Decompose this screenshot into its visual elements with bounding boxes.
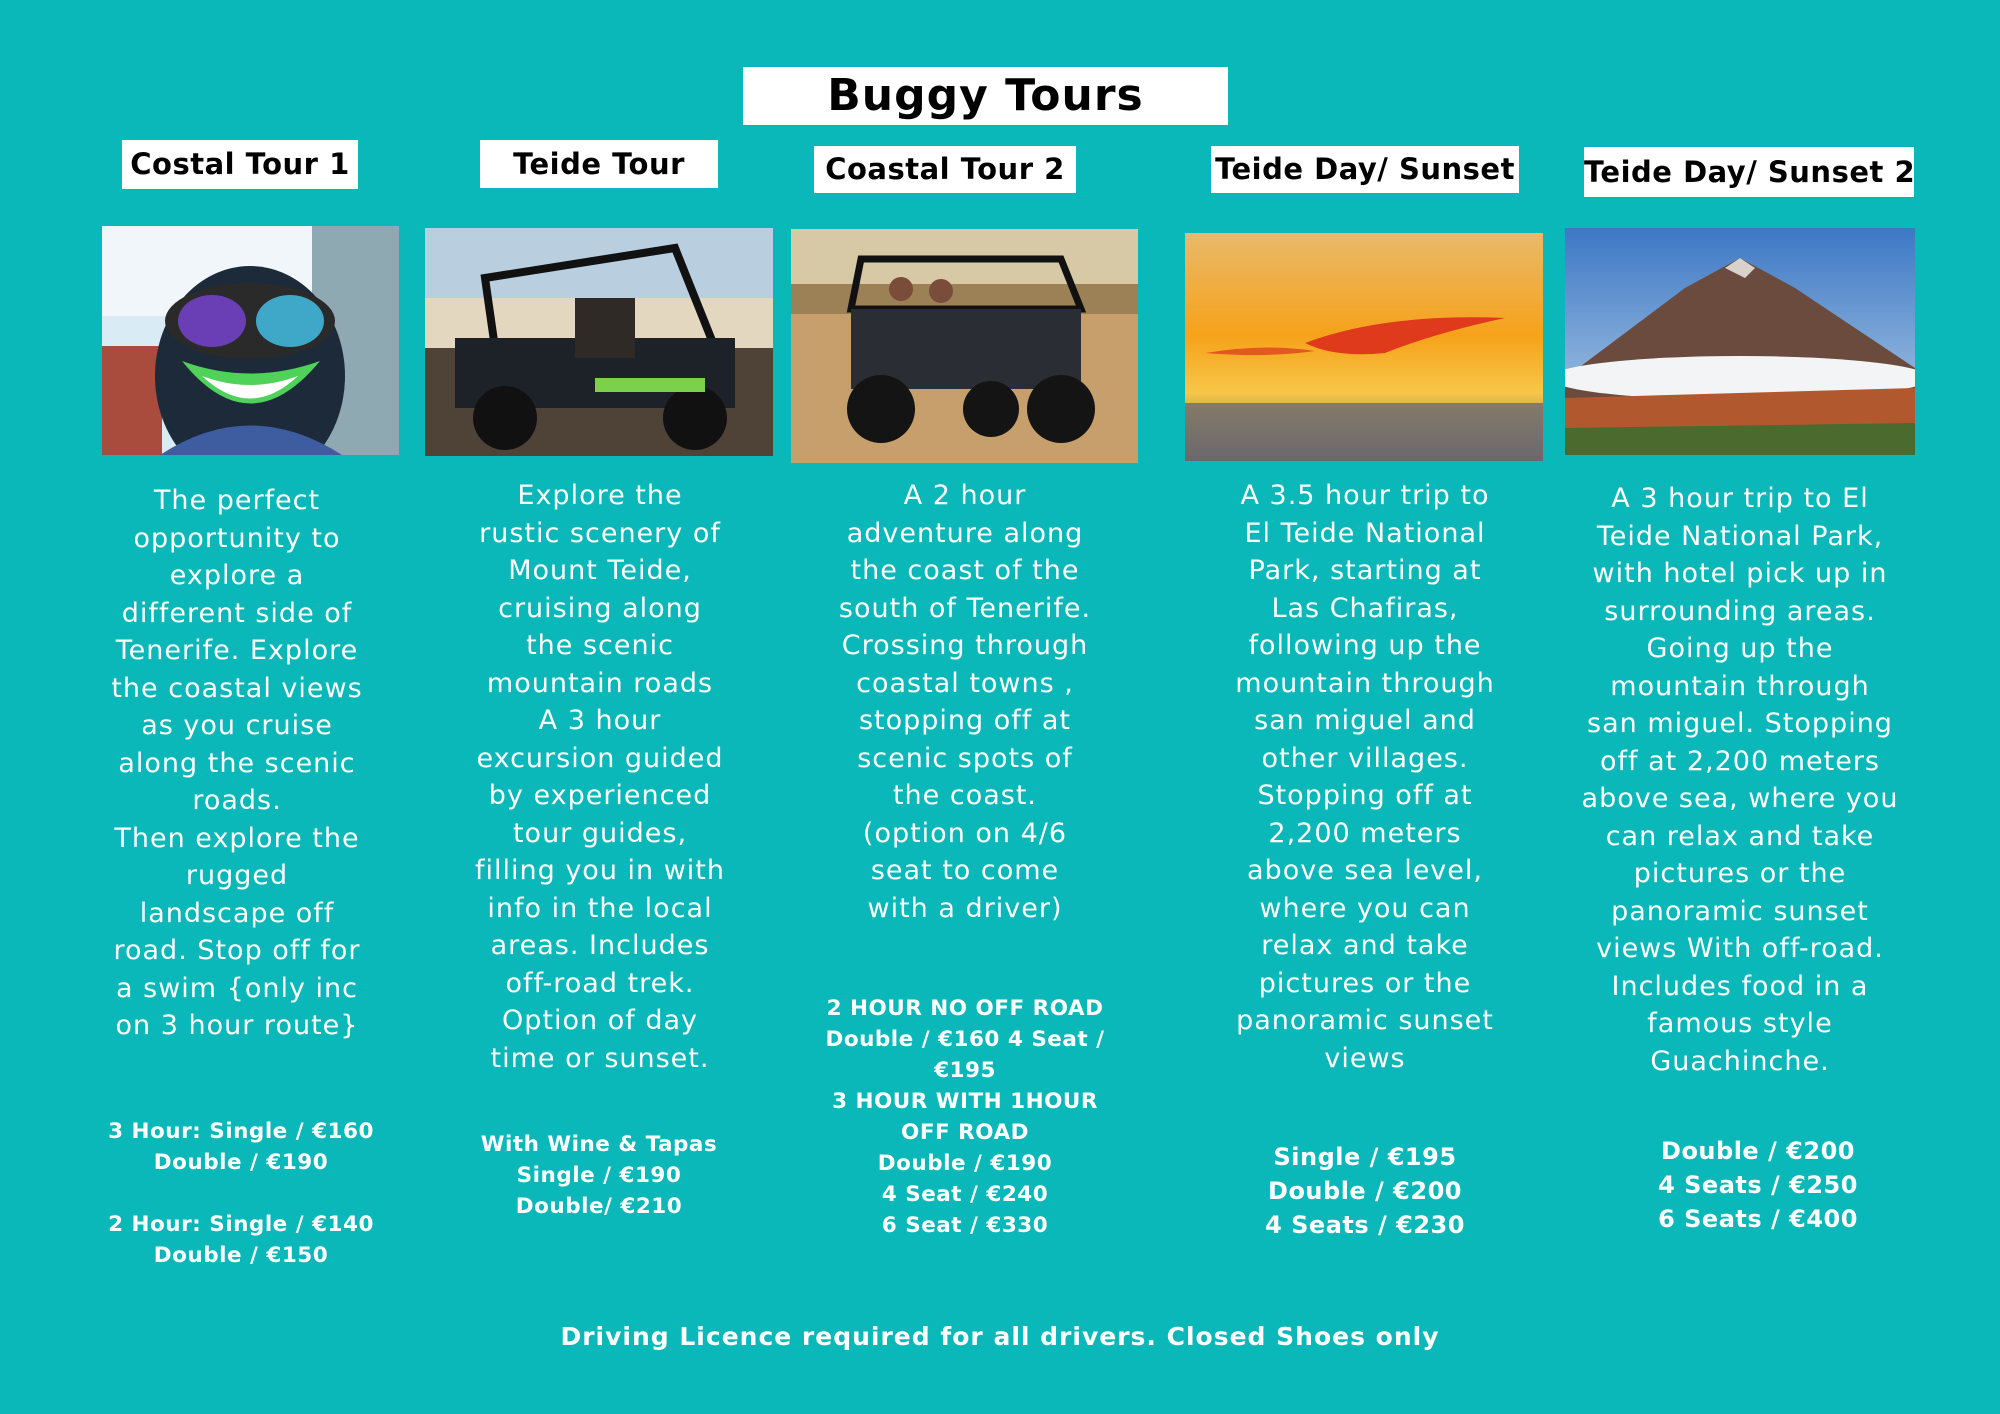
tour-title-teide-day-sunset: Teide Day/ Sunset [1211, 146, 1519, 193]
tour-prices: Double / €200 4 Seats / €250 6 Seats / €400 [1658, 1137, 1858, 1233]
mount-teide-volcano-photo-icon [1565, 228, 1915, 455]
tour-description: A 3.5 hour trip to El Teide National Park, starting at Las Chafiras, following up the mountain through san miguel and other villages. Stopping off at 2,200 meters above sea level, where you can relax and take pictures or the panoramic sunset views [1235, 480, 1495, 1074]
tour-prices: 3 Hour: Single / €160 Double / €190 2 Hour: Single / €140 Double / €150 [108, 1119, 374, 1268]
buggy-driver-goggles-photo-icon [102, 226, 399, 455]
page-title: Buggy Tours [743, 67, 1228, 125]
tour-title-teide: Teide Tour [480, 140, 718, 188]
tour-description: A 3 hour trip to El Teide National Park, with hotel pick up in surrounding areas. Going up the mountain through san miguel. Stopping off at 2,200 meters above sea, where you can relax and take pictures or the panoramic sunset views With off-road. Includes food in a famous style Guachinche. [1581, 483, 1899, 1077]
buggy-on-mountain-photo-icon [425, 228, 773, 456]
tour-description: The perfect opportunity to explore a different side of Tenerife. Explore the coastal views as you cruise along the scenic roads. Then explore the rugged landscape off road. Stop off for a swim {only inc on 3 hour route} [111, 485, 363, 1041]
tour-description: A 2 hour adventure along the coast of the south of Tenerife. Crossing through coastal towns , stopping off at scenic spots of the coast. (option on 4/6 seat to come with a driver) [838, 480, 1092, 924]
tour-prices: Single / €195 Double / €200 4 Seats / €230 [1265, 1143, 1465, 1239]
tour-prices: 2 HOUR NO OFF ROAD Double / €160 4 Seat / €195 3 HOUR WITH 1HOUR OFF ROAD Double / €190 4 Seat / €240 6 Seat / €330 [825, 996, 1105, 1238]
sunset-over-clouds-photo-icon [1185, 233, 1543, 461]
tour-title-teide-day-sunset-2: Teide Day/ Sunset 2 [1584, 147, 1914, 197]
tour-title-coastal-2: Coastal Tour 2 [814, 146, 1076, 193]
tour-title-coastal-1: Costal Tour 1 [122, 140, 358, 189]
buggy-on-dirt-road-photo-icon [791, 229, 1138, 463]
tour-description: Explore the rustic scenery of Mount Teide, cruising along the scenic mountain roads A 3 hour excursion guided by experienced tour guides, filling you in with info in the local areas. Includes off-road trek. Option of day time or sunset. [474, 480, 726, 1074]
footer-note: Driving Licence required for all drivers. Closed Shoes only [560, 1322, 1440, 1351]
tour-prices: With Wine & Tapas Single / €190 Double/ €210 [480, 1132, 718, 1219]
